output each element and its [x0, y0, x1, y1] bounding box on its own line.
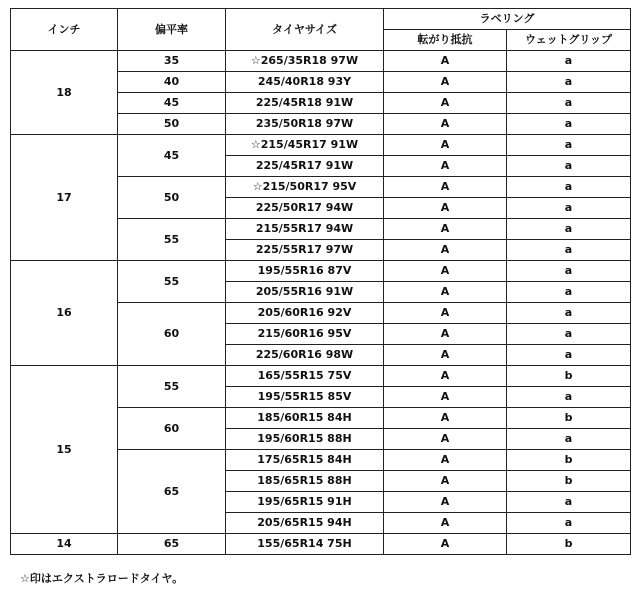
- wet-grip-cell: a: [507, 177, 631, 198]
- rolling-resistance-cell: A: [384, 366, 507, 387]
- wet-grip-cell: b: [507, 408, 631, 429]
- wet-grip-cell: b: [507, 471, 631, 492]
- wet-grip-cell: b: [507, 534, 631, 555]
- wet-grip-cell: a: [507, 282, 631, 303]
- tire-size-cell: 155/65R14 75H: [226, 534, 384, 555]
- table-row: [11, 261, 631, 282]
- rolling-resistance-cell: A: [384, 408, 507, 429]
- tire-size-cell: 225/55R17 97W: [226, 240, 384, 261]
- wet-grip-cell: a: [507, 345, 631, 366]
- rolling-resistance-cell: A: [384, 429, 507, 450]
- rolling-resistance-cell: A: [384, 450, 507, 471]
- rolling-resistance-cell: A: [384, 513, 507, 534]
- inch-cell: 15: [11, 366, 118, 534]
- aspect-ratio-cell: 50: [118, 114, 226, 135]
- table-body: [11, 51, 631, 555]
- aspect-ratio-cell: 60: [118, 408, 226, 450]
- tire-size-cell: 225/50R17 94W: [226, 198, 384, 219]
- tire-size-cell: 185/60R15 84H: [226, 408, 384, 429]
- table-row: [11, 534, 631, 555]
- wet-grip-cell: a: [507, 135, 631, 156]
- wet-grip-cell: a: [507, 492, 631, 513]
- rolling-resistance-cell: A: [384, 534, 507, 555]
- wet-grip-cell: a: [507, 513, 631, 534]
- tire-size-cell: ☆265/35R18 97W: [226, 51, 384, 72]
- tire-size-cell: 225/45R17 91W: [226, 156, 384, 177]
- tire-size-cell: 215/55R17 94W: [226, 219, 384, 240]
- tire-size-cell: 245/40R18 93Y: [226, 72, 384, 93]
- tire-size-cell: 225/45R18 91W: [226, 93, 384, 114]
- header-row-1: [11, 9, 631, 30]
- tire-size-cell: 195/55R16 87V: [226, 261, 384, 282]
- aspect-ratio-cell: 60: [118, 303, 226, 366]
- rolling-resistance-cell: A: [384, 303, 507, 324]
- rolling-resistance-cell: A: [384, 93, 507, 114]
- tire-size-cell: 205/65R15 94H: [226, 513, 384, 534]
- inch-cell: 16: [11, 261, 118, 366]
- aspect-ratio-cell: 35: [118, 51, 226, 72]
- rolling-resistance-cell: A: [384, 324, 507, 345]
- tire-size-cell: 205/55R16 91W: [226, 282, 384, 303]
- wet-grip-cell: a: [507, 303, 631, 324]
- aspect-ratio-cell: 50: [118, 177, 226, 219]
- table-header: [11, 9, 631, 51]
- wet-grip-cell: a: [507, 156, 631, 177]
- rolling-resistance-cell: A: [384, 72, 507, 93]
- wet-grip-cell: a: [507, 240, 631, 261]
- tire-size-cell: 195/65R15 91H: [226, 492, 384, 513]
- wet-grip-cell: a: [507, 114, 631, 135]
- rolling-resistance-cell: A: [384, 387, 507, 408]
- wet-grip-cell: a: [507, 219, 631, 240]
- rolling-resistance-cell: A: [384, 156, 507, 177]
- tire-size-cell: 185/65R15 88H: [226, 471, 384, 492]
- tire-size-cell: ☆215/45R17 91W: [226, 135, 384, 156]
- wet-grip-cell: a: [507, 93, 631, 114]
- wet-grip-cell: a: [507, 429, 631, 450]
- aspect-ratio-cell: 55: [118, 219, 226, 261]
- rolling-resistance-cell: A: [384, 240, 507, 261]
- wet-grip-cell: a: [507, 324, 631, 345]
- rolling-resistance-cell: A: [384, 219, 507, 240]
- aspect-ratio-cell: 45: [118, 93, 226, 114]
- aspect-ratio-cell: 55: [118, 366, 226, 408]
- wet-grip-cell: a: [507, 387, 631, 408]
- tire-label-table: [10, 8, 631, 555]
- rolling-resistance-cell: A: [384, 345, 507, 366]
- aspect-ratio-cell: 45: [118, 135, 226, 177]
- wet-grip-cell: a: [507, 51, 631, 72]
- inch-cell: 14: [11, 534, 118, 555]
- aspect-ratio-cell: 55: [118, 261, 226, 303]
- inch-cell: 18: [11, 51, 118, 135]
- rolling-resistance-cell: A: [384, 114, 507, 135]
- tire-size-cell: ☆215/50R17 95V: [226, 177, 384, 198]
- wet-grip-cell: a: [507, 72, 631, 93]
- wet-grip-cell: a: [507, 261, 631, 282]
- header-aspect-ratio: 偏平率: [118, 9, 226, 51]
- rolling-resistance-cell: A: [384, 135, 507, 156]
- footnote: ☆印はエクストラロードタイヤ。: [20, 572, 184, 585]
- rolling-resistance-cell: A: [384, 51, 507, 72]
- header-inch: インチ: [11, 9, 118, 51]
- inch-cell: 17: [11, 135, 118, 261]
- tire-size-cell: 195/60R15 88H: [226, 429, 384, 450]
- header-wet-grip: ウェットグリップ: [507, 30, 631, 51]
- tire-size-cell: 215/60R16 95V: [226, 324, 384, 345]
- header-tire-size: タイヤサイズ: [226, 9, 384, 51]
- wet-grip-cell: a: [507, 198, 631, 219]
- aspect-ratio-cell: 40: [118, 72, 226, 93]
- rolling-resistance-cell: A: [384, 282, 507, 303]
- header-rolling-resistance: 転がり抵抗: [384, 30, 507, 51]
- header-labeling: ラベリング: [384, 9, 631, 30]
- tire-size-cell: 165/55R15 75V: [226, 366, 384, 387]
- wet-grip-cell: b: [507, 366, 631, 387]
- tire-size-cell: 235/50R18 97W: [226, 114, 384, 135]
- tire-size-cell: 205/60R16 92V: [226, 303, 384, 324]
- table-row: [11, 135, 631, 156]
- rolling-resistance-cell: A: [384, 492, 507, 513]
- rolling-resistance-cell: A: [384, 177, 507, 198]
- table-row: [11, 51, 631, 72]
- tire-size-cell: 175/65R15 84H: [226, 450, 384, 471]
- aspect-ratio-cell: 65: [118, 450, 226, 534]
- rolling-resistance-cell: A: [384, 261, 507, 282]
- aspect-ratio-cell: 65: [118, 534, 226, 555]
- rolling-resistance-cell: A: [384, 471, 507, 492]
- tire-size-cell: 225/60R16 98W: [226, 345, 384, 366]
- rolling-resistance-cell: A: [384, 198, 507, 219]
- table-row: [11, 366, 631, 387]
- tire-size-cell: 195/55R15 85V: [226, 387, 384, 408]
- wet-grip-cell: b: [507, 450, 631, 471]
